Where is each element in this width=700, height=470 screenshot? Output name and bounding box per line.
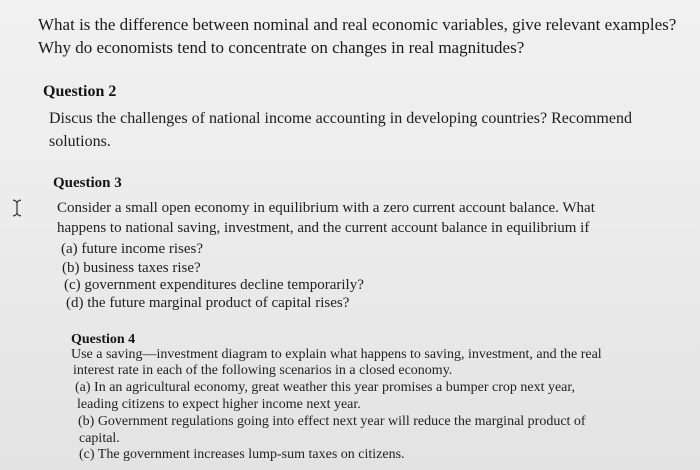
question2-line2: solutions. (49, 133, 111, 150)
question4-heading: Question 4 (71, 332, 136, 347)
question4-b-line1: (b) Government regulations going into effect next year will reduce the marginal product of (78, 414, 586, 429)
question3-item-c: (c) government expenditures decline temporarily? (64, 277, 364, 293)
question3-item-a: (a) future income rises? (61, 241, 204, 257)
question4-a-line2: leading citizens to expect higher income next year. (77, 397, 361, 412)
question2-heading: Question 2 (43, 83, 117, 100)
question4-a-line1: (a) In an agricultural economy, great weather this year promises a bumper crop next year, (75, 380, 575, 395)
question2-line1: Discus the challenges of national income accounting in developing countries? Recommend (49, 110, 632, 127)
question4-line2: interest rate in each of the following scenarios in a closed economy. (73, 363, 453, 378)
text-cursor-icon (10, 198, 24, 218)
question3-item-d: (d) the future marginal product of capital rises? (66, 295, 350, 311)
question1-line1: What is the difference between nominal and real economic variables, give relevant examples? (38, 15, 677, 34)
question4-line1: Use a saving—investment diagram to explain what happens to saving, investment, and the real (71, 347, 602, 362)
question3-line2: happens to national saving, investment, and the current account balance in equilibrium if (57, 220, 590, 236)
question3-item-b: (b) business taxes rise? (62, 260, 201, 276)
question3-heading: Question 3 (53, 175, 122, 191)
question4-b-line2: capital. (79, 431, 120, 446)
question4-c-line1: (c) The government increases lump-sum taxes on citizens. (79, 447, 405, 462)
question1-line2: Why do economists tend to concentrate on changes in real magnitudes? (38, 38, 525, 57)
question3-line1: Consider a small open economy in equilibrium with a zero current account balance. What (57, 200, 595, 216)
